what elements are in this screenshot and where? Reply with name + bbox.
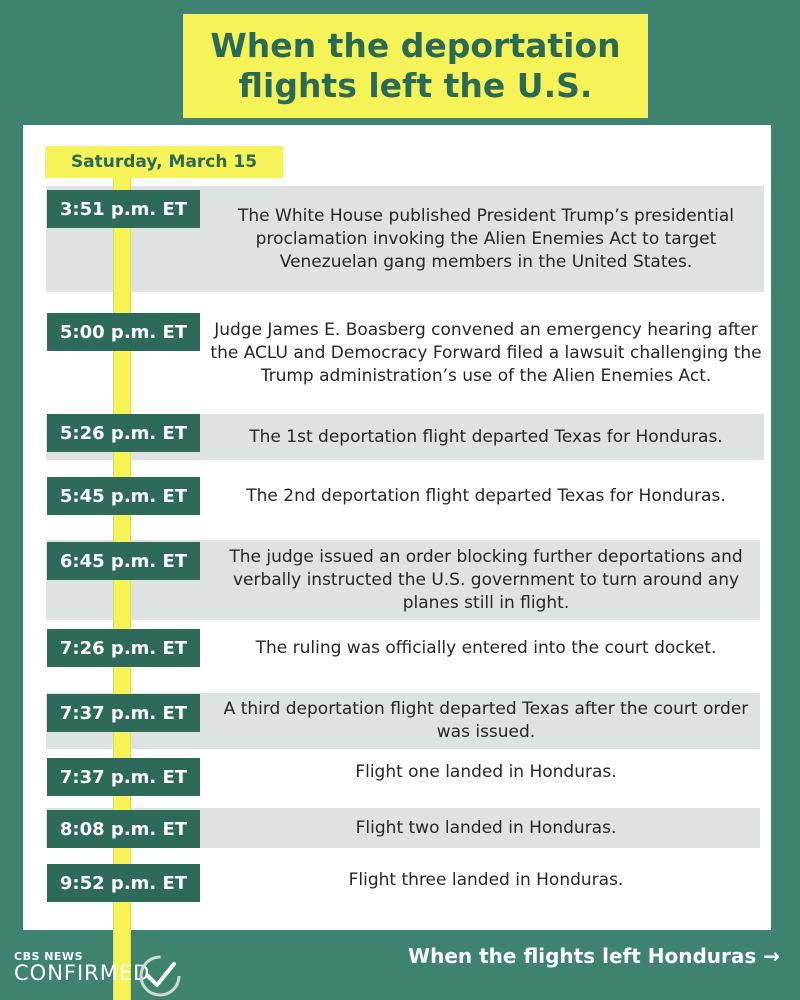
next-slide-link[interactable]: When the flights left Honduras → xyxy=(408,944,780,968)
event-description: Flight one landed in Honduras. xyxy=(355,761,617,782)
event-time: 7:37 p.m. ET xyxy=(47,694,200,732)
event-time: 9:52 p.m. ET xyxy=(47,864,200,902)
logo-brand-bottom: CONFIRMED xyxy=(14,961,151,985)
event-time: 5:00 p.m. ET xyxy=(47,313,200,351)
event-time: 8:08 p.m. ET xyxy=(47,810,200,848)
timeline-event xyxy=(0,474,800,518)
event-time: 5:45 p.m. ET xyxy=(47,477,200,515)
event-time: 7:37 p.m. ET xyxy=(47,758,200,796)
logo-brand-top: CBS NEWS xyxy=(14,950,83,963)
event-description: The White House published President Trump’s presidential proclamation invoking the Alien Enemies Act to target Venezuelan gang members in the United States. xyxy=(238,205,734,272)
event-time: 6:45 p.m. ET xyxy=(47,542,200,580)
event-time: 7:26 p.m. ET xyxy=(47,629,200,667)
event-time: 3:51 p.m. ET xyxy=(47,190,200,228)
event-description: Judge James E. Boasberg convened an emergency hearing after the ACLU and Democracy Forward filed a lawsuit challenging the Trump administration’s use of the Alien Enemies Act. xyxy=(210,319,762,386)
event-description: Flight three landed in Honduras. xyxy=(348,869,624,890)
date-label: Saturday, March 15 xyxy=(45,146,283,178)
checkmark-badge-icon xyxy=(138,954,182,998)
cbs-news-confirmed-logo xyxy=(14,950,150,985)
timeline-event xyxy=(0,628,800,668)
event-description: Flight two landed in Honduras. xyxy=(355,817,617,838)
page-title: When the deportation flights left the U.S. xyxy=(183,14,648,118)
event-description: The 1st deportation flight departed Texas for Honduras. xyxy=(249,426,723,447)
timeline-event xyxy=(0,808,800,848)
event-description: The 2nd deportation flight departed Texas for Honduras. xyxy=(246,485,726,506)
event-description: The ruling was officially entered into the court docket. xyxy=(255,637,717,658)
event-description: The judge issued an order blocking further deportations and verbally instructed the U.S. government to turn around any planes still in flight. xyxy=(229,546,743,613)
event-description: A third deportation flight departed Texas after the court order was issued. xyxy=(223,699,749,742)
event-time: 5:26 p.m. ET xyxy=(47,414,200,452)
